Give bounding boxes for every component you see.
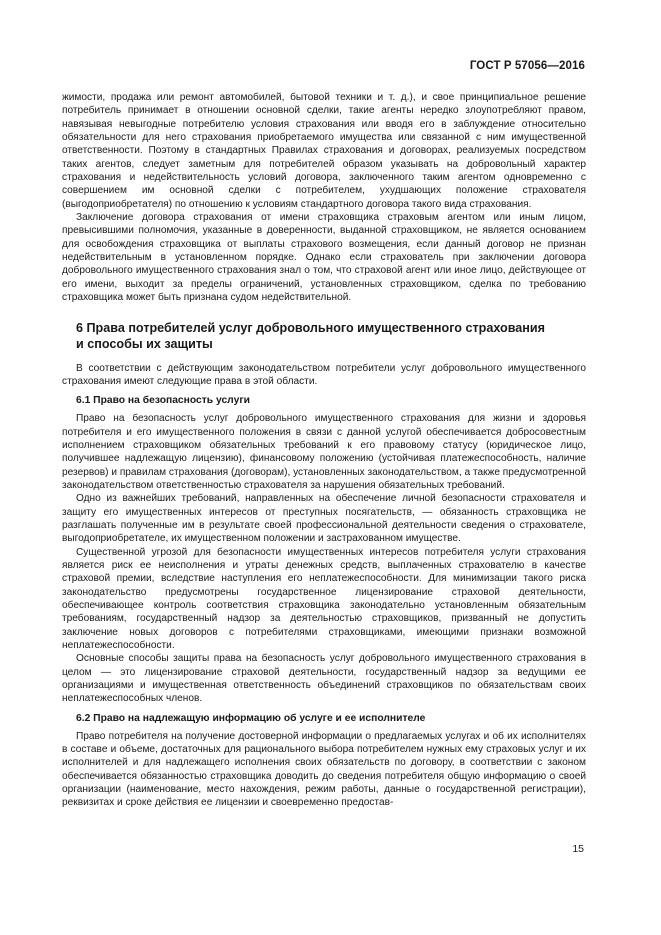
paragraph-continuation: жимости, продажа или ремонт автомобилей, бытовой техники и т. д.), и свое принципиальное решение потребитель принимает в отношении основной сделки, такие агенты нередко злоупотребляют правом, навязывая невыгодные потребителю условия страхования или вводя его в заблуждение относительно обязательности для него страхования приобретаемого имущества или связанной с ним имущественной ответственности. Поэтому в стандартных Правилах страхования и договорах, реализуемых посредством таких агентов, следует заметным для потребителей образом указывать на добровольный характер страхования и недействительность условий договора, заключенного таким агентом одновременно с совершением им основной сделки с потребителем, ухудшающих положение страхователя (выгодоприобретателя) по отношению к условиям стандартного договора такого вида страхования. [62,92,586,210]
section-6-heading-line2: и способы их защиты [76,336,213,351]
section-6-1-heading: 6.1 Право на безопасность услуги [76,395,250,407]
section-6-2-heading: 6.2 Право на надлежащую информацию об услуге и ее исполнителе [76,712,426,724]
section-6-heading-line1: 6 Права потребителей услуг добровольного имущественного страхования [76,320,545,335]
paragraph: Основные способы защиты права на безопасность услуг добровольного имущественного страхования в целом — это лицензирование страховой деятельности, государственный надзор за ведущими ее организациями и имущественная ответственность объединений страховщиков по обязательствам своих неплатежеспособных членов. [62,653,586,705]
paragraph: Право потребителя на получение достоверной информации о предлагаемых услугах и об их исполнителях в составе и объеме, достаточных для рационального выбора потребителем нужных ему страховых услуг и их исполнителей и для надлежащего исполнения своих обязательств по договору, в соответствии с законом обеспечивается обязанностью страховщика доводить до сведения потребителя общую информацию о своей организации (наименование, место нахождения, режим работы, данные о государственной регистрации), реквизитах и сроке действия ее лицензии и своевременно предостав- [62,730,586,809]
paragraph: Существенной угрозой для безопасности имущественных интересов потребителя услуги страхования является риск ее неисполнения и утраты денежных средств, выплаченных страхователю в качестве страховой премии, вследствие наступления его неплатежеспособности. Для минимизации такого риска законодательство предусмотрены государственное лицензирование страховой деятельности, обеспечивающее контроль соответствия страховщика законодательно установленным обязательным требованиям, государственный надзор за деятельностью страховщиков, призванный не допустить заключение новых договоров с потребителями страховщиками, имеющими признаки возможной неплатежеспособности. [62,546,586,652]
page-body [62,91,586,810]
paragraph: Заключение договора страхования от имени страховщика страховым агентом или иным лицом, превысившими полномочия, указанные в доверенности, выданной страховщиком, не является основанием для освобождения страховщика от выплаты страхового возмещения, если данный договор не признан недействительным в установленном порядке. Однако если страхователь при заключении договора добровольного имущественного страхования знал о том, что страховой агент или иное лицо, действующее от его имени, выходит за пределы ограничений, установленных страховщиком, сделка по требованию страховщика может быть признана судом недействительной. [62,212,586,304]
page-number: 15 [572,843,584,855]
paragraph: Одно из важнейших требований, направленных на обеспечение личной безопасности страхователя и защиту его имущественных интересов от преступных посягательств, — обязанность страховщика не разглашать полученные им в результате своей профессиональной деятельности сведения о страхователе, выгодоприобретателе, их имущественном положении и застрахованном имуществе. [62,493,586,545]
document-code: ГОСТ Р 57056—2016 [469,60,585,72]
section-6-heading [76,320,586,352]
section-6-intro: В соответствии с действующим законодательством потребители услуг добровольного имущественного страхования имеют следующие права в этой области. [62,362,586,387]
paragraph: Право на безопасность услуг добровольного имущественного страхования для жизни и здоровья потребителя и его имущественного положения в связи с данной услугой обеспечивается добросовестным исполнением страховщиком обязательных требований к его правовому статусу (юридическое лицо, получившее надлежащую лицензию), финансовому положению (устойчивая платежеспособность, наличие резервов) и правилам страхования (договорам), установленных законодательством, а также предусмотренной законодательством ответственностью страхователя за нарушения обязательных требований. [62,413,586,491]
